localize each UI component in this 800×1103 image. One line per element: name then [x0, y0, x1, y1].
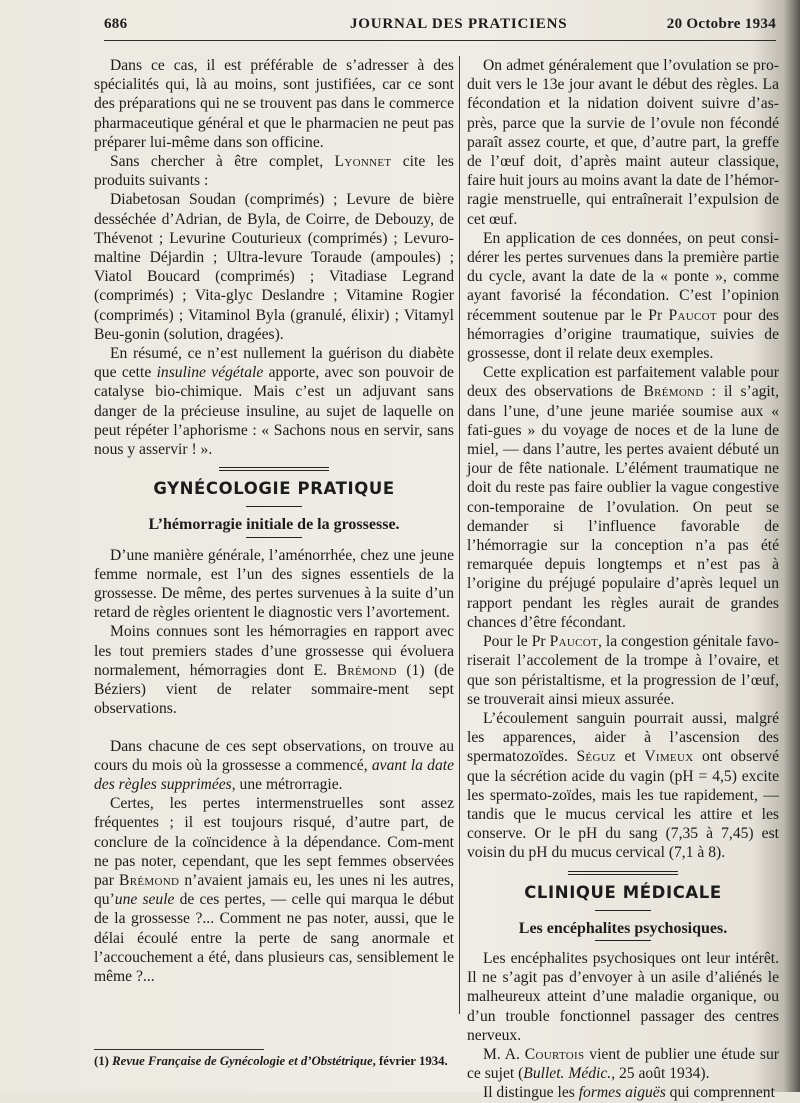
title-rule	[595, 910, 651, 911]
footnote-rule	[94, 1049, 264, 1050]
author-name: Brémond	[643, 383, 704, 401]
paragraph: En résumé, ce n’est nullement la guérison du diabète que cette insuline végétale apporte, avec son pouvoir de catalyse bio-chimique. Mais c’est un adjuvant sans danger de la précieuse insuline, au sujet de laquelle on peut répéter l’aphorisme : « Sachons nous en servir, sans nous y asservir ! ».	[94, 345, 454, 459]
footnote: (1) Revue Française de Gynécologie et d’Obstétrique, février 1934.	[94, 1049, 454, 1069]
section-rule	[219, 467, 329, 471]
author-name: Vimeux	[644, 748, 694, 766]
paragraph: M. A. Courtois vient de publier une étude sur ce sujet (Bullet. Médic., 25 août 1934).	[467, 1045, 779, 1083]
header-rule	[104, 40, 776, 41]
section-title: CLINIQUE MÉDICALE	[524, 882, 722, 902]
author-name: Courtois	[524, 1045, 585, 1063]
author-name: Brémond	[119, 871, 180, 889]
paragraph: D’une manière générale, l’aménorrhée, chez une jeune femme normale, est l’un des signes essentiels de la grossesse. De même, des pertes survenues à la suite d’un retard de règles orientent le diagnostic vers l’avortement.	[94, 546, 454, 622]
section-title: GYNÉCOLOGIE PRATIQUE	[153, 479, 395, 499]
paragraph: Certes, les pertes intermenstruelles sont assez fréquentes ; il est toujours risqué, d’autre part, de conclure de la coïncidence à la dépendance. Com-ment ne pas noter, cependant, que les sept femmes observées par Brémond n’avaient jamais eu, les unes ni les autres, qu’une seule de ces pertes, — celle qui marqua le début de la grossesse ?... Comment ne pas noter, aussi, que le délai écoulé entre la perte de sang anormale et l’accouchement a été, dans plusieurs cas, sensiblement le même ?...	[94, 795, 455, 985]
paragraph: Cette explication est parfaitement valable pour deux des observations de Brémond : il s’agit, dans l’une, d’une jeune mariée soumise aux « fati-gues » du voyage de noces et de la lune de miel, — dans l’autre, les pertes avaient débuté un jour de fête nationale. L’élément traumatique ne doit du reste pas faire oublier la vague congestive con-temporaine de l’ovulation. On peut se demander si l’influence favorable de l’hémorragie sur la conception n’a pas été remarquée depuis longtemps et n’est pas à l’origine du préjugé populaire d’après lequel un rapport pendant les règles aurait de grandes chances d’être fécondant.	[467, 364, 779, 631]
journal-title: JOURNAL DES PRATICIENS	[350, 16, 568, 32]
author-name: Brémond	[336, 661, 397, 679]
paragraph: L’écoulement sanguin pourrait aussi, malgré les apparences, aider à l’ascension des spermatozoïdes. Séguz et Vimeux ont observé que la sécrétion acide du vagin (pH = 4,5) excite les spermato-zoïdes, mais les tue rapidement, — tandis que le mucus cervical les attire et les conserve. Or le pH du sang (7,35 à 7,45) est voisin du pH du mucus cervical (7,1 à 8).	[467, 709, 779, 862]
subtitle-rule	[246, 537, 302, 538]
right-column	[467, 56, 779, 1102]
author-name: Séguz	[576, 748, 616, 766]
author-name: Paucot	[668, 306, 717, 324]
column-divider	[459, 56, 460, 1014]
section-rule	[568, 871, 678, 875]
page-header	[104, 14, 776, 42]
author-name: Lyonnet	[334, 153, 392, 171]
article-subtitle: L’hémorragie initiale de la grossesse.	[148, 516, 400, 534]
paragraph: Il distingue les formes aiguës qui comprennent	[483, 1084, 775, 1102]
subtitle-rule	[595, 940, 651, 941]
paragraph: Les encéphalites psychosiques ont leur intérêt. Il ne s’agit pas d’envoyer à un asile d’aliénés le malheureux atteint d’une maladie organique, ou d’un trouble fonctionnel passager des centres nerveux.	[467, 949, 779, 1044]
page-number: 686	[104, 16, 128, 32]
paragraph: Moins connues sont les hémorragies en rapport avec les tout premiers stades d’une grossesse qui évoluera normalement, hémorragies dont E. Brémond (1) (de Béziers) vient de relater sommaire-ment sept observations.	[94, 623, 455, 718]
article-subtitle: Les encéphalites psychosiques.	[518, 919, 728, 937]
title-rule	[246, 506, 302, 507]
author-name: Paucot	[549, 633, 598, 651]
paragraph: On admet généralement que l’ovulation se pro-duit vers le 13e jour avant le début des règles. La fécondation et la nidation doivent suivre d’as-près, parce que la survie de l’ovule non fécondé paraît assez courte, et que, d’autre part, la greffe de l’œuf doit, d’après maint auteur classique, faire huit jours au moins avant la date de l’hémor-ragie menstruelle, qui entraînerait l’expulsion de cet œuf.	[467, 57, 779, 228]
left-column	[94, 56, 454, 1032]
issue-date: 20 Octobre 1934	[666, 16, 776, 32]
paragraph: Dans chacune de ces sept observations, on trouve au cours du mois où la grossesse a commencé, avant la date des règles supprimées, une métrorragie.	[94, 737, 454, 793]
paragraph: En application de ces données, on peut consi-dérer les pertes survenues dans la première partie du cycle, avant la date de la « ponte », comme ayant favorisé la fécondation. C’est l’opinion récemment soutenue par le Pr Paucot pour des hémorragies d’origine traumatique, suivies de grossesse, dont il relate deux exemples.	[467, 229, 779, 363]
paragraph: Sans chercher à être complet, Lyonnet cite les produits suivants :	[94, 153, 454, 190]
paragraph: Dans ce cas, il est préférable de s’adresser à des spécialités qui, là au moins, sont justifiées, car ce sont des préparations qui ne se trouvent pas dans le commerce pharmaceutique général et que le pharmacien ne peut pas préparer lui-même dans son officine.	[94, 57, 454, 151]
paragraph: Pour le Pr Paucot, la congestion génitale favo-riserait l’accolement de la trompe à l’ovaire, et que son péristaltisme, et la progression de l’œuf, se trouverait ainsi mieux assurée.	[467, 633, 779, 708]
paragraph: Diabetosan Soudan (comprimés) ; Levure de bière desséchée d’Adrian, de Byla, de Coirre, de Debouzy, de Thévenot ; Levurine Couturieux (comprimés) ; Levuro-maltine Déjardin ; Ultra-levure Toraude (ampoules) ; Viatol Boucard (comprimés) ; Vitadiase Legrand (comprimés) ; Vita-glyc Deslandre ; Vitamine Rogier (comprimés) ; Vitaminol Byla (granulé, élixir) ; Vitamyl Beu-gonin (solution, dragées).	[94, 191, 454, 343]
